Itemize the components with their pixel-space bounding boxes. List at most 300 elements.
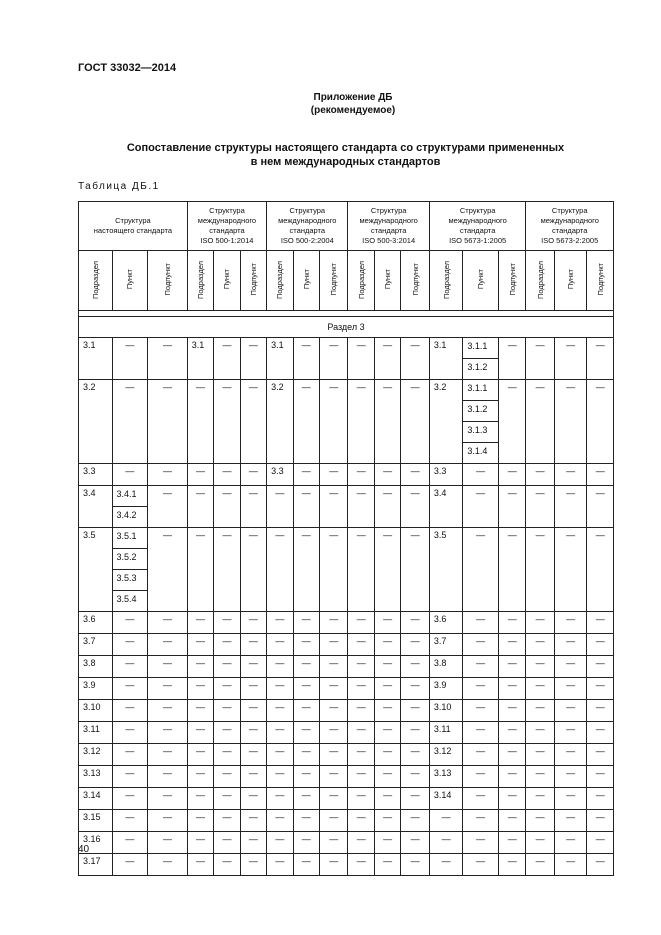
subheader-cell [401, 251, 429, 311]
table-cell-empty: — [348, 722, 374, 744]
table-cell-empty: — [267, 528, 293, 612]
table-cell-empty: — [293, 486, 319, 528]
title-line-2: в нем международных стандартов [250, 156, 441, 168]
subitem: 3.1.2 [467, 362, 488, 372]
subheader-label: Пункт [125, 269, 135, 290]
subitem: 3.5.4 [116, 594, 137, 604]
table-cell-empty: — [148, 788, 188, 810]
table-cell-empty: — [587, 486, 614, 528]
header-group-line: ISO 5673-1:2005 [449, 236, 507, 245]
table-cell-empty: — [587, 528, 614, 612]
table-cell: 3.7 [429, 634, 463, 656]
table-cell-empty: — [214, 634, 240, 656]
table-cell-empty: — [187, 612, 213, 634]
table-cell-empty: — [374, 486, 400, 528]
table-row [79, 766, 614, 788]
table-row [79, 380, 614, 464]
table-cell-empty: — [554, 634, 587, 656]
table-cell-empty: — [554, 486, 587, 528]
table-cell-empty: — [148, 678, 188, 700]
table-cell-empty: — [463, 766, 499, 788]
subheader-label: Подпункт [410, 263, 420, 296]
table-row [79, 656, 614, 678]
header-group-line: ISO 500-1:2014 [200, 236, 254, 245]
subheader-cell [554, 251, 587, 311]
table-cell-empty: — [401, 656, 429, 678]
table-cell-empty: — [526, 380, 554, 464]
table-cell: 3.8 [429, 656, 463, 678]
header-group-5 [526, 202, 614, 251]
subheader-cell [240, 251, 266, 311]
table-cell-empty: — [498, 656, 525, 678]
subheader-cell [320, 251, 348, 311]
table-cell-empty: — [293, 832, 319, 854]
subheader-label: Подраздел [356, 260, 366, 299]
header-group-2 [267, 202, 348, 251]
table-cell-empty: — [187, 634, 213, 656]
table-row [79, 788, 614, 810]
table-cell-empty: — [148, 744, 188, 766]
table-cell-empty: — [293, 810, 319, 832]
table-cell-empty: — [401, 528, 429, 612]
table-cell-empty: — [214, 854, 240, 876]
table-cell-empty: — [320, 766, 348, 788]
table-cell: 3.15 [79, 810, 113, 832]
table-cell-empty: — [554, 678, 587, 700]
table-cell-empty: — [267, 486, 293, 528]
table-cell-empty: — [348, 634, 374, 656]
table-cell-empty: — [240, 656, 266, 678]
table-cell-empty: — [320, 612, 348, 634]
table-cell-empty: — [293, 722, 319, 744]
header-group-line: стандарта [370, 226, 407, 235]
table-cell-empty: — [554, 612, 587, 634]
table-cell-empty: — [526, 744, 554, 766]
table-cell-empty: — [112, 810, 148, 832]
table-cell-empty: — [240, 678, 266, 700]
table-cell-empty: — [240, 700, 266, 722]
subheader-cell [526, 251, 554, 311]
header-group-line: Структура [115, 216, 151, 225]
header-group-3 [348, 202, 429, 251]
table-cell-empty: — [587, 832, 614, 854]
table-cell: 3.9 [429, 678, 463, 700]
table-cell-empty: — [498, 700, 525, 722]
table-cell-empty: — [401, 634, 429, 656]
table-cell-empty: — [187, 528, 213, 612]
table-cell-empty: — [587, 380, 614, 464]
table-cell: 3.2 [79, 380, 113, 464]
table-cell-empty: — [526, 810, 554, 832]
table-cell-empty: — [214, 656, 240, 678]
table-cell-empty: — [554, 380, 587, 464]
table-cell: 3.11 [429, 722, 463, 744]
table-cell-empty: — [463, 854, 499, 876]
table-cell-empty: — [429, 810, 463, 832]
table-cell-empty: — [112, 338, 148, 380]
table-cell: 3.10 [79, 700, 113, 722]
subheader-cell [293, 251, 319, 311]
table-cell-empty: — [498, 678, 525, 700]
table-cell-empty: — [463, 744, 499, 766]
table-cell-empty: — [240, 788, 266, 810]
table-cell: 3.13 [429, 766, 463, 788]
header-group-line: международного [359, 216, 418, 225]
table-cell-empty: — [214, 788, 240, 810]
table-cell-empty: — [320, 678, 348, 700]
annex-name: Приложение ДБ [313, 92, 393, 103]
subitem: 3.5.2 [113, 549, 148, 570]
header-group-0 [79, 202, 188, 251]
table-cell-empty: — [112, 766, 148, 788]
table-cell-empty: — [187, 766, 213, 788]
table-cell-empty: — [320, 464, 348, 486]
table-cell-empty: — [148, 338, 188, 380]
table-cell-empty: — [463, 788, 499, 810]
table-cell-empty: — [587, 744, 614, 766]
table-cell-multi [112, 528, 148, 612]
table-cell-empty: — [320, 832, 348, 854]
table-cell-empty: — [293, 766, 319, 788]
table-cell-empty: — [240, 612, 266, 634]
header-group-4 [429, 202, 526, 251]
header-group-line: стандарта [551, 226, 588, 235]
table-row [79, 810, 614, 832]
table-cell-empty: — [554, 528, 587, 612]
table-cell-empty: — [148, 656, 188, 678]
table-cell-empty: — [498, 612, 525, 634]
header-group-line: стандарта [289, 226, 326, 235]
table-cell-empty: — [587, 338, 614, 380]
subheader-label: Пункт [476, 269, 486, 290]
subitem: 3.1.1 [463, 380, 498, 401]
header-sub-row [79, 251, 614, 311]
table-cell-empty: — [374, 656, 400, 678]
table-cell-empty: — [293, 634, 319, 656]
table-cell-empty: — [348, 744, 374, 766]
table-cell-empty: — [401, 612, 429, 634]
table-row [79, 634, 614, 656]
table-cell-empty: — [112, 380, 148, 464]
table-cell-empty: — [187, 380, 213, 464]
table-cell-empty: — [214, 380, 240, 464]
table-cell-empty: — [498, 744, 525, 766]
header-group-line: ISO 500-2:2004 [280, 236, 334, 245]
table-cell-empty: — [401, 744, 429, 766]
table-cell-multi [463, 338, 499, 380]
table-cell-empty: — [554, 464, 587, 486]
table-cell-empty: — [148, 766, 188, 788]
subheader-cell [267, 251, 293, 311]
table-row [79, 722, 614, 744]
table-cell: 3.4 [429, 486, 463, 528]
table-cell-empty: — [374, 788, 400, 810]
subheader-label: Подпункт [507, 263, 517, 296]
table-cell-empty: — [587, 766, 614, 788]
table-cell-empty: — [293, 700, 319, 722]
table-cell: 3.6 [79, 612, 113, 634]
table-cell-empty: — [348, 700, 374, 722]
subheader-cell [348, 251, 374, 311]
table-cell-empty: — [429, 854, 463, 876]
table-cell-empty: — [348, 656, 374, 678]
subheader-label: Пункт [566, 269, 576, 290]
table-cell-empty: — [554, 766, 587, 788]
table-cell-empty: — [526, 854, 554, 876]
table-cell-empty: — [348, 380, 374, 464]
table-cell-empty: — [320, 788, 348, 810]
table-cell: 3.5 [429, 528, 463, 612]
table-cell-empty: — [498, 486, 525, 528]
table-cell-empty: — [526, 788, 554, 810]
table-cell-empty: — [240, 722, 266, 744]
annex-status: (рекомендуемое) [310, 105, 396, 116]
table-cell-empty: — [293, 612, 319, 634]
table-cell: 3.12 [429, 744, 463, 766]
table-cell-empty: — [267, 854, 293, 876]
subitem: 3.1.4 [467, 446, 488, 456]
page-number: 40 [78, 844, 90, 855]
table-cell-empty: — [498, 528, 525, 612]
table-cell-empty: — [498, 854, 525, 876]
table-cell-empty: — [374, 678, 400, 700]
table-cell-empty: — [374, 832, 400, 854]
table-cell-empty: — [374, 634, 400, 656]
table-cell-empty: — [148, 464, 188, 486]
table-cell-empty: — [374, 338, 400, 380]
table-cell-empty: — [587, 612, 614, 634]
subheader-label: Подпункт [595, 263, 605, 296]
table-cell-empty: — [587, 810, 614, 832]
subitem: 3.4.2 [116, 510, 137, 520]
table-cell-empty: — [526, 766, 554, 788]
table-cell-empty: — [240, 744, 266, 766]
comparison-table [78, 201, 614, 876]
table-cell-empty: — [554, 744, 587, 766]
table-cell-empty: — [187, 722, 213, 744]
table-cell-empty: — [320, 634, 348, 656]
table-row [79, 528, 614, 612]
table-cell-empty: — [267, 810, 293, 832]
table-cell-empty: — [587, 722, 614, 744]
table-cell-empty: — [526, 464, 554, 486]
table-cell-empty: — [320, 486, 348, 528]
table-cell-empty: — [240, 810, 266, 832]
table-cell-empty: — [112, 656, 148, 678]
subheader-cell [498, 251, 525, 311]
subitem: 3.5.1 [113, 528, 148, 549]
section-row [79, 317, 614, 338]
table-cell-empty: — [401, 722, 429, 744]
header-group-row [79, 202, 614, 251]
table-cell-empty: — [148, 612, 188, 634]
table-cell: 3.16 [79, 832, 113, 854]
table-cell-empty: — [401, 700, 429, 722]
header-group-line: Структура [370, 206, 407, 215]
table-row [79, 832, 614, 854]
table-cell-empty: — [554, 854, 587, 876]
table-cell-empty: — [498, 722, 525, 744]
table-cell: 3.13 [79, 766, 113, 788]
table-cell-empty: — [112, 788, 148, 810]
table-cell-empty: — [320, 656, 348, 678]
table-cell-empty: — [240, 486, 266, 528]
table-cell: 3.3 [429, 464, 463, 486]
page-title [78, 141, 613, 169]
table-cell-empty: — [293, 854, 319, 876]
table-cell: 3.2 [267, 380, 293, 464]
table-cell-empty: — [526, 832, 554, 854]
table-cell-empty: — [267, 722, 293, 744]
table-cell-empty: — [463, 634, 499, 656]
table-cell-empty: — [401, 678, 429, 700]
table-cell-empty: — [112, 832, 148, 854]
table-cell-empty: — [187, 810, 213, 832]
table-cell-empty: — [214, 528, 240, 612]
table-cell-empty: — [293, 744, 319, 766]
table-cell-empty: — [554, 810, 587, 832]
table-cell-empty: — [267, 788, 293, 810]
table-cell-empty: — [348, 832, 374, 854]
table-cell-empty: — [320, 528, 348, 612]
table-cell-empty: — [187, 744, 213, 766]
table-cell-empty: — [554, 722, 587, 744]
table-cell-empty: — [320, 744, 348, 766]
table-cell-empty: — [214, 486, 240, 528]
table-cell-empty: — [526, 722, 554, 744]
table-cell-empty: — [148, 832, 188, 854]
table-row [79, 464, 614, 486]
table-cell-empty: — [267, 832, 293, 854]
table-cell-empty: — [214, 766, 240, 788]
table-cell: 3.14 [79, 788, 113, 810]
table-cell-empty: — [112, 678, 148, 700]
table-cell: 3.5 [79, 528, 113, 612]
subitem: 3.1.3 [463, 422, 498, 443]
header-group-line: настоящего стандарта [93, 226, 173, 235]
table-cell: 3.3 [267, 464, 293, 486]
table-cell-empty: — [348, 528, 374, 612]
table-cell-empty: — [148, 854, 188, 876]
table-cell-empty: — [148, 528, 188, 612]
table-cell-empty: — [498, 766, 525, 788]
table-row [79, 700, 614, 722]
subheader-label: Подраздел [275, 260, 285, 299]
table-cell-empty: — [526, 338, 554, 380]
subheader-label: Подраздел [90, 260, 100, 299]
table-cell: 3.6 [429, 612, 463, 634]
subheader-cell [214, 251, 240, 311]
table-cell-empty: — [463, 722, 499, 744]
table-cell-empty: — [498, 464, 525, 486]
table-cell-empty: — [148, 486, 188, 528]
table-cell: 3.12 [79, 744, 113, 766]
table-cell-empty: — [401, 464, 429, 486]
subitem: 3.5.3 [113, 570, 148, 591]
table-row [79, 486, 614, 528]
table-cell-empty: — [554, 788, 587, 810]
table-cell-empty: — [240, 832, 266, 854]
table-cell-empty: — [267, 700, 293, 722]
title-line-1: Сопоставление структуры настоящего стандарта со структурами примененных [126, 142, 565, 154]
table-cell-empty: — [148, 700, 188, 722]
subheader-cell [429, 251, 463, 311]
table-cell-empty: — [187, 678, 213, 700]
table-cell: 3.7 [79, 634, 113, 656]
table-cell-empty: — [187, 464, 213, 486]
subheader-cell [374, 251, 400, 311]
table-cell-empty: — [214, 722, 240, 744]
subheader-cell [79, 251, 113, 311]
table-cell-empty: — [587, 678, 614, 700]
table-cell-empty: — [374, 722, 400, 744]
table-cell-empty: — [429, 832, 463, 854]
table-cell-empty: — [148, 810, 188, 832]
table-cell-empty: — [463, 612, 499, 634]
table-cell-empty: — [214, 612, 240, 634]
table-row [79, 744, 614, 766]
header-group-line: ISO 500-3:2014 [362, 236, 416, 245]
table-cell: 3.4 [79, 486, 113, 528]
table-cell-empty: — [587, 788, 614, 810]
table-cell-empty: — [401, 810, 429, 832]
table-cell-empty: — [587, 656, 614, 678]
document-code: ГОСТ 33032—2014 [78, 62, 177, 74]
table-cell-empty: — [348, 464, 374, 486]
table-cell-empty: — [293, 380, 319, 464]
table-cell-empty: — [498, 810, 525, 832]
table-cell-empty: — [187, 486, 213, 528]
table-cell-empty: — [293, 464, 319, 486]
table-cell-empty: — [498, 634, 525, 656]
table-cell-empty: — [187, 832, 213, 854]
table-cell-empty: — [463, 810, 499, 832]
header-group-line: Структура [551, 206, 588, 215]
subheader-label: Пункт [222, 269, 232, 290]
annex-heading [0, 91, 661, 117]
table-cell-empty: — [348, 338, 374, 380]
table-cell-empty: — [348, 854, 374, 876]
table-cell-empty: — [187, 700, 213, 722]
table-cell-empty: — [293, 788, 319, 810]
table-cell-empty: — [463, 700, 499, 722]
table-cell-empty: — [587, 854, 614, 876]
table-cell-empty: — [498, 338, 525, 380]
table-cell-empty: — [587, 464, 614, 486]
table-cell-empty: — [374, 380, 400, 464]
table-cell-empty: — [498, 832, 525, 854]
table-cell-empty: — [374, 766, 400, 788]
table-cell-empty: — [240, 464, 266, 486]
table-cell-empty: — [348, 678, 374, 700]
header-group-line: международного [278, 216, 337, 225]
table-cell-empty: — [463, 528, 499, 612]
table-cell-empty: — [401, 380, 429, 464]
table-cell-empty: — [148, 722, 188, 744]
subheader-cell [187, 251, 213, 311]
table-cell-empty: — [348, 486, 374, 528]
table-cell-empty: — [267, 678, 293, 700]
header-group-line: ISO 5673-2:2005 [541, 236, 599, 245]
table-cell-empty: — [112, 612, 148, 634]
header-group-line: стандарта [209, 226, 245, 235]
header-group-line: Структура [459, 206, 496, 215]
table-cell-empty: — [374, 612, 400, 634]
table-cell: 3.1 [429, 338, 463, 380]
subheader-label: Пункт [383, 269, 393, 290]
subheader-cell [463, 251, 499, 311]
table-cell-empty: — [348, 810, 374, 832]
